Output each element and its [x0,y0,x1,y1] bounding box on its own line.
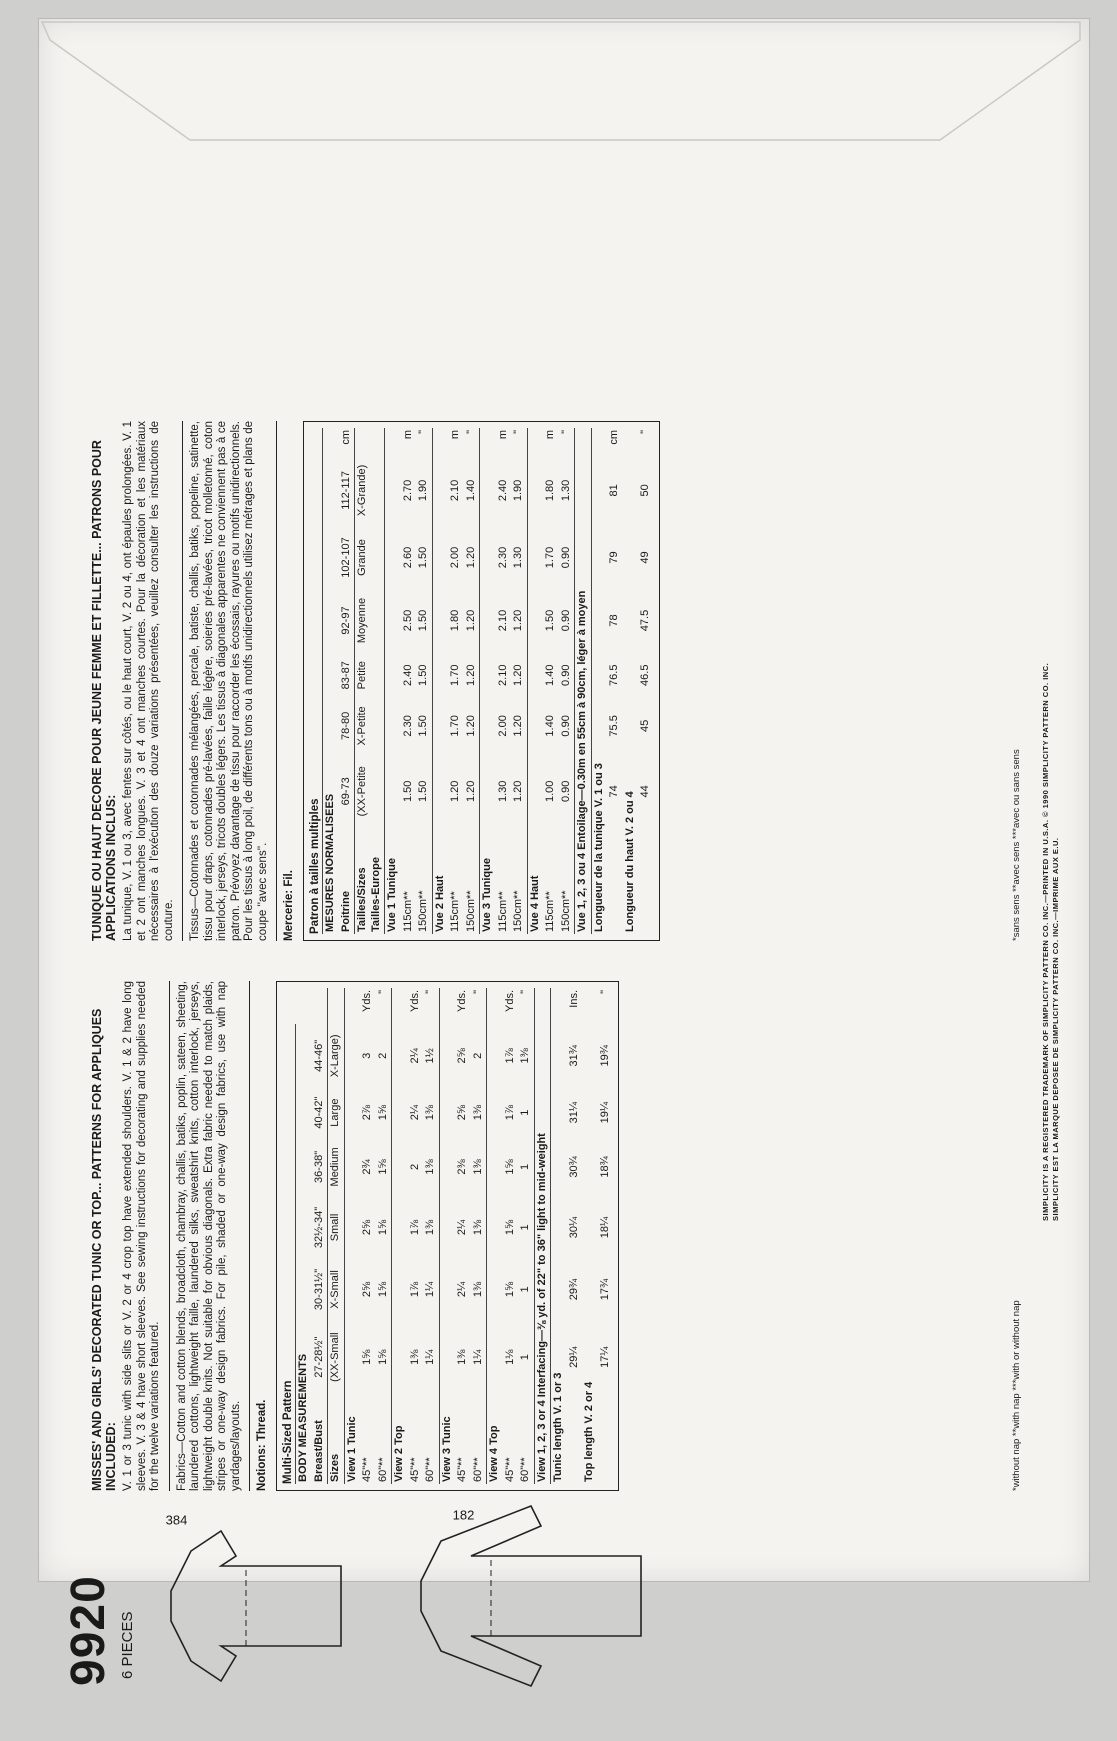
french-tunic-len-3: 78 [608,614,620,627]
english-view-1-value: 1⅝ [376,1281,389,1298]
english-view-3-value: 1⅜ [471,1281,484,1298]
english-tunic-len-4: 31¼ [567,1101,580,1124]
english-top-len-4: 19¼ [598,1101,611,1124]
french-view-2-value: 1.20 [464,664,477,686]
english-view-4-value: 1⅛ [503,1349,516,1365]
table-row [401,428,417,934]
table-row [471,988,487,1484]
french-view-4-width-1: 150cm** [559,890,572,932]
english-size-2: Small [328,1196,345,1258]
english-view-2-name: View 2 Top [392,988,408,1484]
french-view-1-width-0: 115cm** [401,891,414,932]
view-label-182: 182 [452,1507,475,1523]
french-view-2-value: 1.20 [464,780,477,803]
french-top-len-0: 44 [639,785,651,798]
english-top-len-0: 17¼ [598,1346,611,1368]
french-column [91,421,660,941]
english-size-5: X-Large) [328,1024,345,1088]
english-view-1-unit-0: Yds. [361,990,373,1013]
english-view-3-width-1: 60"** [471,1457,484,1482]
english-view-4-width-1: 60"** [519,1457,531,1482]
french-view-3-name: Vue 3 Tunique [480,428,496,934]
view-label-384: 384 [165,1512,188,1528]
french-interfacing: Vue 1, 2, 3 ou 4 Entoilage—0.30m en 55cm à 90cm, léger à moyen [575,428,592,934]
english-view-2-value: 2¼ [408,1104,421,1121]
english-intro: V. 1 or 3 tunic with side slits or V. 2 or 4 crop top have extended shoulders. V. 1 & 2 have long sleeves. V. 3 & 4 have short sleeves. See sewing instructions for decorating and supplies needed for the twelve variations featured. [122,981,161,1491]
view-1-2-sketch [401,1501,661,1701]
english-bust-2: 32½-34" [312,1206,325,1249]
french-view-3-width-0: 115cm** [496,891,509,932]
english-fabrics: Fabrics—Cotton and cotton blends, broadcloth, chambray, challis, batiks, poplin, sateen, sheeting, laundered cottons, lightweight faille, laundered silks, sweatshirt knits, cotton interlock, jerseys, lightweight double knits. Not suitable for obvious diagonals. Extra fabric needed to match plaids, stripes or one-way design fabrics. For pile, shaded or one-way design fabrics, use with nap yardages/layouts. [175,981,242,1491]
french-view-4-value: 0.90 [559,715,572,737]
english-view-2-value: 1¼ [424,1281,436,1298]
english-top-len-1: 17¾ [598,1278,611,1301]
table-row [511,428,527,934]
french-tunic-len-1: 75.5 [608,715,620,737]
french-view-3-value: 2.00 [496,715,509,737]
french-view-1-unit-0: m [401,430,414,440]
english-view-3-value: 1⅜ [456,1349,468,1365]
english-bust-label: Breast/Bust [312,1420,325,1482]
english-view-3-name: View 3 Tunic [439,988,455,1484]
english-view-4-value: 1 [519,1224,531,1231]
english-footnote: *without nap **with nap ***with or without nap [1011,1300,1022,1491]
french-size-2: Petite [355,654,385,697]
french-view-1-value: 2.70 [401,479,414,502]
french-view-1-value: 2.60 [401,546,414,569]
french-top-length-label: Longueur du haut V. 2 ou 4 [623,791,636,932]
english-tunic-len-0: 29¼ [567,1346,580,1368]
english-tunic-len-2: 30¼ [567,1216,580,1239]
english-heading: MISSES' AND GIRLS' DECORATED TUNIC OR TOP... PATTERNS FOR APPLIQUES INCLUDED: [90,1008,118,1491]
table-row [503,988,519,1484]
french-view-3-value: 2.40 [496,479,509,502]
english-tunic-len-1: 29¾ [567,1278,580,1301]
french-view-2-value: 1.20 [449,780,461,803]
french-notions: Mercerie: Fil. [283,870,295,941]
english-len-unit: Ins. [567,990,580,1008]
english-view-2-value: 2¼ [408,1048,421,1064]
french-view-2-name: Vue 2 Haut [432,428,448,934]
french-view-1-value: 2.40 [401,664,414,686]
english-top-len-2: 18¼ [598,1216,611,1239]
english-view-1-value: 1⅝ [376,1349,389,1365]
french-view-1-value: 2.50 [401,609,414,632]
english-multi-size: Multi-Sized Pattern [281,1380,294,1484]
french-view-4-value: 0.90 [559,780,572,803]
french-view-3-value: 2.30 [496,546,509,569]
french-top-len-4: 49 [639,551,651,564]
english-tunic-length-label: Tunic length V. 1 or 3 [551,988,567,1484]
table-row [423,988,439,1484]
envelope-flap [40,20,1086,170]
english-view-2-value: 1⅜ [424,1104,436,1121]
english-column [91,981,619,1491]
french-tunic-len-0: 74 [608,785,620,798]
english-view-4-unit-0: Yds. [503,990,516,1013]
english-view-4-value: 1 [519,1163,531,1170]
french-view-3-value: 1.90 [512,479,524,502]
table-row [496,428,512,934]
french-heading: TUNIQUE OU HAUT DECORE POUR JEUNE FEMME ET FILLETTE... PATRONS POUR APPLICATIONS INCLUS: [90,440,118,941]
french-top-len-3: 47.5 [639,609,651,632]
french-view-3-value: 2.10 [496,609,509,632]
french-view-1-value: 1.50 [417,780,429,803]
french-view-2-unit-1: " [464,430,477,434]
french-view-3-value: 1.20 [512,664,524,686]
french-tunic-len-5: 81 [608,484,620,497]
table-row [360,988,376,1484]
english-body-meas: BODY MEASUREMENTS [296,1024,312,1484]
english-view-2-width-1: 60"** [424,1457,436,1482]
french-view-4-value: 1.40 [544,664,556,686]
english-tunic-len-5: 31¾ [567,1045,580,1067]
english-view-4-width-0: 45"** [503,1457,516,1482]
view-3-4-sketch [151,1511,361,1701]
english-view-3-value: 2⅜ [456,1159,468,1175]
french-view-4-value: 0.90 [559,546,572,569]
french-view-4-value: 1.00 [544,780,556,803]
french-view-3-value: 2.10 [496,664,509,686]
english-view-3-value: 1⅜ [471,1219,484,1236]
french-sizes-label-2: Tailles-Europe [369,857,382,932]
french-view-3-unit-1: " [512,430,524,434]
french-view-4-name: Vue 4 Haut [527,428,543,934]
english-view-3-unit-1: " [471,990,484,994]
english-view-3-value: 1⅜ [471,1159,484,1175]
french-view-3-unit-0: m [496,430,509,440]
english-view-3-value: 1⅜ [471,1104,484,1121]
french-size-0: (XX-Petite [355,755,385,828]
french-view-4-value: 0.90 [559,609,572,632]
french-view-4-width-0: 115cm** [544,891,556,932]
english-view-2-value: 1¼ [424,1349,436,1365]
table-row [518,988,534,1484]
french-footnote: *sans sens **avec sens ***avec ou sans sens [1011,749,1022,941]
french-view-1-value: 1.90 [417,479,429,502]
english-top-length-label: Top length V. 2 or 4 [583,1381,595,1482]
french-len-unit: cm [608,430,620,445]
english-view-1-value: 2⅝ [361,1219,373,1236]
english-view-2-unit-0: Yds. [408,990,421,1013]
english-view-4-value: 1 [519,1109,531,1116]
copyright-line-1: SIMPLICITY IS A REGISTERED TRADEMARK OF SIMPLICITY PATTERN CO. INC.—PRINTED IN U.S.A. © 1990 SIMPLICITY PATTERN CO. INC. [1041,662,1050,1221]
french-size-5: X-Grande) [355,453,385,527]
french-bust-2: 83-87 [339,661,352,690]
copyright-line-2: SIMPLICITY EST LA MARQUE DEPOSEE DE SIMPLICITY PATTERN CO. INC.—IMPRIME AUX E.U. [1051,837,1060,1221]
french-tunic-len-4: 79 [608,551,620,564]
french-view-4-value: 1.80 [544,479,556,502]
table-row [543,428,559,934]
english-view-4-value: 1⅞ [503,1048,516,1064]
french-bust-unit: cm [339,430,352,445]
french-size-3: Moyenne [355,587,385,653]
table-row [416,428,432,934]
french-view-4-value: 1.40 [544,715,556,737]
pieces-count: 6 PIECES [119,1611,136,1679]
french-views [385,428,575,934]
table-row [559,428,575,934]
english-view-1-value: 2⅞ [361,1104,373,1121]
english-view-2-value: 1⅞ [408,1281,421,1298]
table-row [376,988,392,1484]
french-view-2-width-0: 115cm** [449,891,461,932]
english-view-2-value: 2 [408,1163,421,1170]
english-view-3-value: 2¼ [456,1219,468,1236]
english-view-2-value: 1⅜ [424,1219,436,1236]
french-view-4-unit-0: m [544,430,556,440]
french-view-1-width-1: 150cm** [417,890,429,932]
french-bust-1: 78-80 [339,711,352,740]
english-bust-3: 36-38" [312,1150,325,1183]
french-view-2-value: 1.70 [449,664,461,686]
rotated-back-panel [1,341,1060,1741]
english-sizes-label: Sizes [328,1394,345,1484]
english-view-3-unit-0: Yds. [456,990,468,1013]
english-bust-1: 30-31½" [312,1268,325,1311]
french-sizes-label: Tailles/Sizes [356,867,368,932]
french-view-1-unit-1: " [417,430,429,434]
table-row [455,988,471,1484]
english-view-3-value: 1¼ [471,1349,484,1365]
english-view-2-value: 1⅜ [424,1159,436,1175]
table-row [408,988,424,1484]
french-bust-0: 69-73 [339,777,352,806]
english-tunic-len-3: 30¾ [567,1156,580,1178]
french-top-len-2: 46.5 [639,664,651,686]
english-view-2-value: 1½ [424,1048,436,1064]
english-view-3-value: 2¼ [456,1281,468,1298]
english-view-3-value: 2⅝ [456,1104,468,1121]
french-view-3-value: 1.20 [512,715,524,737]
english-view-1-width-1: 60"** [376,1457,389,1482]
french-multi-size: Patron à tailles multiples [308,798,321,934]
french-top-len-1: 45 [639,719,651,732]
english-notions: Notions: Thread. [256,1399,268,1491]
english-view-1-value: 2¾ [361,1159,373,1175]
french-view-3-value: 1.20 [512,780,524,803]
english-view-4-value: 1⅝ [503,1159,516,1175]
french-view-1-value: 1.50 [417,546,429,569]
english-view-1-value: 1⅝ [376,1104,389,1121]
english-view-2-width-0: 45"** [408,1457,421,1482]
english-view-4-value: 1⅝ [503,1219,516,1236]
french-view-2-value: 1.80 [449,609,461,632]
french-fabrics: Tissus—Cotonnades et cotonnades mélangées, percale, batiste, challis, batiks, popeline, satinette, tissu pour draps, cotonnades pré-lavées, faille légère, soieries pré-lavées, tricot molletonné, coton interlock, jerseys, tricots doubles légers. Les tissus à diagonales apparentes ne conviennent pas à ce patron. Prévoyez davantage de tissu pour raccorder les écossais, rayures ou motifs unidirectionnels. Pour les tissus à long poil, de différents tons ou à motifs unidirectionnels utilisez métrages et plans de coupe ''avec sens''. [189,421,269,941]
english-view-2-value: 1⅞ [408,1219,421,1236]
english-interfacing: View 1, 2, 3 or 4 Interfacing—⅜ yd. of 22" to 36" light to mid-weight [534,988,551,1484]
english-view-1-value: 3 [361,1052,373,1059]
english-view-4-name: View 4 Top [487,988,503,1484]
french-view-1-value: 2.30 [401,715,414,737]
french-view-4-value: 1.70 [544,546,556,569]
english-view-4-unit-1: " [519,990,531,994]
english-view-3-width-0: 45"** [456,1457,468,1482]
english-bust-4: 40-42" [312,1096,325,1129]
english-view-1-value: 2 [376,1052,389,1059]
english-view-2-value: 1⅜ [408,1349,421,1365]
french-view-3-value: 1.20 [512,609,524,632]
french-bust-4: 102-107 [339,537,352,578]
french-view-4-unit-1: " [559,430,572,434]
french-view-4-value: 1.30 [559,479,572,502]
french-view-1-value: 1.50 [417,715,429,737]
french-view-1-name: Vue 1 Tunique [385,428,401,934]
french-view-2-value: 2.00 [449,546,461,569]
english-view-4-value: 1 [519,1354,531,1361]
french-view-2-value: 1.20 [464,715,477,737]
french-view-4-value: 1.50 [544,609,556,632]
english-bust-5: 44-46" [312,1039,325,1072]
copyright-notice [1041,321,1061,1221]
french-bust-label: Poitrine [339,891,352,932]
french-yardage-table: Patron à tailles multiples MESURES NORMALISEES Poitrine 69-73 78-80 83-87 92-97 102-107 112-117 cm Tailles/Sizes Tailles-Europe (XX-Petite X-Petite Petite Moyenne Grande X-Grande) Vue 1 Tunique 115cm** 1.50 2.30 2.40 2.50 2.60 2.70 m 150cm** 1.50 1.50 1.50 1.50 1.50 1.90 " Vue 2 Haut 115cm** 1.20 1.70 1.70 1.80 2.00 2.10 m 150cm** 1.20 1.20 1.20 1.20 1.20 1.40 " Vue 3 Tunique 115cm** 1.30 2.00 2.10 2.10 2.30 2.40 m 150cm** 1.20 1.20 1.20 1.20 1.30 1.90 " Vue 4 Haut 115cm** 1.00 1.40 1.40 1.50 1.70 1.80 m 150cm** 0.90 0.90 0.90 0.90 0.90 1.30 " Vue 1, 2, 3 ou 4 Entoilage—0.30m en 55cm à 90cm, léger à moyen Longueur de la tunique V. 1 ou 3 74 75.5 76.5 78 79 81 cm Longueur du haut V. 2 ou 4 44 45 46.5 47.5 49 50 " [303,421,660,941]
pattern-number: 9920 [62,1575,115,1686]
french-top-len-5: 50 [639,484,651,497]
english-view-2-unit-1: " [424,990,436,994]
english-view-3-value: 2 [471,1052,484,1059]
french-view-3-value: 1.30 [496,780,509,803]
english-size-1: X-Small [328,1258,345,1320]
french-view-2-unit-0: m [449,430,461,440]
english-size-4: Large [328,1088,345,1137]
english-view-1-value: 1⅝ [376,1219,389,1236]
english-view-1-width-0: 45"** [361,1457,373,1482]
table-row [464,428,480,934]
english-top-len-3: 18¾ [598,1156,611,1178]
english-view-4-value: 1⅞ [503,1104,516,1121]
english-views [344,988,534,1484]
french-view-3-value: 1.30 [512,546,524,569]
french-bust-3: 92-97 [339,606,352,635]
english-view-4-value: 1 [519,1286,531,1293]
french-size-1: X-Petite [355,697,385,755]
english-view-4-value: 1⅝ [503,1281,516,1298]
english-yardage-table: Multi-Sized Pattern BODY MEASUREMENTS Breast/Bust 27-28½" 30-31½" 32½-34" 36-38" 40-42" 44-46" Sizes (XX-Small X-Small Small Medium Large X-Large) View 1 Tunic 45"** 1⅝ 2⅝ 2⅝ 2¾ 2⅞ 3 Yds. 60"** 1⅝ 1⅝ 1⅝ 1⅝ 1⅝ 2 " View 2 Top 45"** 1⅜ 1⅞ 1⅞ 2 2¼ 2¼ Yds. 60"** 1¼ 1¼ 1⅜ 1⅜ 1⅜ 1½ " View 3 Tunic 45"** 1⅜ 2¼ 2¼ 2⅜ 2⅝ 2⅝ Yds. 60"** 1¼ 1⅜ 1⅜ 1⅜ 1⅜ 2 " View 4 Top 45"** 1⅛ 1⅝ 1⅝ 1⅝ 1⅞ 1⅞ Yds. 60"** 1 1 1 1 1 1⅜ " View 1, 2, 3 or 4 Interfacing—⅜ yd. of 22" to 36" light to mid-weight Tunic length V. 1 or 3 29¼ 29¾ 30¼ 30¾ 31¼ 31¾ Ins. Top length V. 2 or 4 17¼ 17¾ 18¼ 18¾ 19¼ 19¾ " [276,981,620,1491]
french-view-2-value: 1.20 [464,546,477,569]
english-view-4-value: 1⅜ [519,1048,531,1064]
french-view-1-value: 1.50 [417,664,429,686]
english-view-1-value: 1⅝ [376,1159,389,1175]
french-view-2-value: 1.40 [464,479,477,502]
english-bust-0: 27-28½" [312,1336,325,1378]
french-view-3-width-1: 150cm** [512,890,524,932]
french-view-2-value: 2.10 [449,479,461,502]
table-row [448,428,464,934]
french-size-4: Grande [355,528,385,588]
french-view-1-value: 1.50 [417,609,429,632]
english-view-1-unit-1: " [376,990,389,994]
french-bust-5: 112-117 [339,471,352,510]
french-view-2-value: 1.70 [449,715,461,737]
french-view-4-value: 0.90 [559,664,572,686]
english-size-3: Medium [328,1137,345,1196]
french-tunic-len-2: 76.5 [608,664,620,686]
english-view-1-value: 1⅝ [361,1349,373,1365]
french-view-1-value: 1.50 [401,780,414,803]
french-body-meas: MESURES NORMALISEES [323,428,339,934]
french-view-2-width-1: 150cm** [464,890,477,932]
english-view-1-name: View 1 Tunic [344,988,360,1484]
english-top-len-5: 19¾ [598,1045,611,1067]
french-view-2-value: 1.20 [464,609,477,632]
french-intro: La tunique, V. 1 ou 3, avec fentes sur côtés, ou le haut court, V. 2 ou 4, ont épaules prolongées. V. 1 et 2 ont manches longues. V. 3 et 4 ont manches courtes. Pour la décoration et les matériaux nécessaires à l'exécution des douze variations présentées, veuillez consulter les instructions de couture. [122,421,175,941]
french-tunic-length-label: Longueur de la tunique V. 1 ou 3 [591,428,607,934]
english-view-3-value: 2⅝ [456,1048,468,1064]
english-view-1-value: 2⅝ [361,1281,373,1298]
english-size-0: (XX-Small [328,1320,345,1393]
